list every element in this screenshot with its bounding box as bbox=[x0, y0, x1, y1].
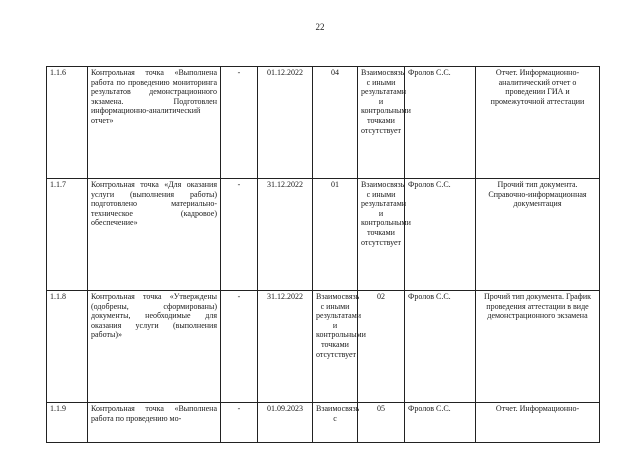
row-responsible: Фролов С.С. bbox=[405, 179, 476, 291]
row-relation: Взаимосвязь с иными результатами и контрольными точками отсутствует bbox=[313, 291, 358, 403]
table-row bbox=[47, 291, 600, 403]
row-document: Отчет. Информационно-аналитический отчет о проведении ГИА и промежуточной аттестации bbox=[476, 67, 600, 179]
row-document: Отчет. Информационно- bbox=[476, 403, 600, 443]
row-code: 01 bbox=[313, 179, 358, 291]
row-date: 31.12.2022 bbox=[258, 179, 313, 291]
row-relation: Взаимосвязь с иными результатами и контрольными точками отсутствует bbox=[358, 179, 405, 291]
row-dash: - bbox=[221, 179, 258, 291]
row-document: Прочий тип документа. Справочно-информационная документация bbox=[476, 179, 600, 291]
row-date: 01.09.2023 bbox=[258, 403, 313, 443]
row-description: Контрольная точка «Выполнена работа по проведению мониторинга результатов демонстрационного экзамена. Подготовлен информационно-аналитический отчет» bbox=[88, 67, 221, 179]
row-document: Прочий тип документа. График проведения аттестации в виде демонстрационного экзамена bbox=[476, 291, 600, 403]
row-dash: - bbox=[221, 291, 258, 403]
table-row bbox=[47, 179, 600, 291]
row-relation: Взаимосвязь с иными результатами и контрольными точками отсутствует bbox=[358, 67, 405, 179]
row-responsible: Фролов С.С. bbox=[405, 67, 476, 179]
page-number: 22 bbox=[315, 22, 325, 32]
row-code: 02 bbox=[358, 291, 405, 403]
row-responsible: Фролов С.С. bbox=[405, 291, 476, 403]
row-dash: - bbox=[221, 403, 258, 443]
row-code: 04 bbox=[313, 67, 358, 179]
row-number: 1.1.7 bbox=[47, 179, 88, 291]
row-description: Контрольная точка «Утверждены (одобрены, сформированы) документы, необходимые для оказания услуги (выполнения работы)» bbox=[88, 291, 221, 403]
row-number: 1.1.8 bbox=[47, 291, 88, 403]
row-number: 1.1.9 bbox=[47, 403, 88, 443]
row-number: 1.1.6 bbox=[47, 67, 88, 179]
control-points-table bbox=[46, 66, 600, 443]
table-row bbox=[47, 67, 600, 179]
table-row bbox=[47, 403, 600, 443]
row-code: 05 bbox=[358, 403, 405, 443]
row-description: Контрольная точка «Для оказания услуги (выполнения работы) подготовлено материально-техническое (кадровое) обеспечение» bbox=[88, 179, 221, 291]
row-description: Контрольная точка «Выполнена работа по проведению мо- bbox=[88, 403, 221, 443]
row-relation: Взаимосвязь с bbox=[313, 403, 358, 443]
row-dash: - bbox=[221, 67, 258, 179]
row-date: 31.12.2022 bbox=[258, 291, 313, 403]
row-date: 01.12.2022 bbox=[258, 67, 313, 179]
row-responsible: Фролов С.С. bbox=[405, 403, 476, 443]
